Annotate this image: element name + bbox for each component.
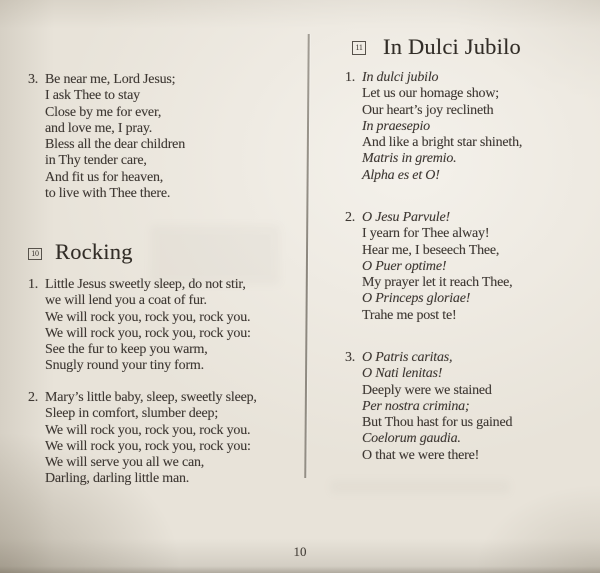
song-number-badge: 11 <box>352 41 366 55</box>
lyric-line: O Puer optime! <box>362 258 447 274</box>
lyric-line: Alpha es et O! <box>362 167 440 183</box>
verse-number: 2. <box>28 390 39 405</box>
lyric-line: to live with Thee there. <box>45 186 171 202</box>
lyric-line: And fit us for heaven, <box>45 169 164 185</box>
lyric-line: Deeply were we stained <box>362 382 492 398</box>
verse-number: 2. <box>345 210 356 225</box>
lyric-line: Snugly round your tiny form. <box>45 358 204 374</box>
lyric-line: O Patris caritas, <box>362 350 453 365</box>
page-number: 10 <box>293 544 307 559</box>
lyric-line: O Jesu Parvule! <box>362 210 450 225</box>
lyric-line: In praesepio <box>362 118 430 134</box>
verse <box>345 70 522 184</box>
lyric-line: I yearn for Thee alway! <box>362 226 490 242</box>
lyric-line: In dulci jubilo <box>362 70 439 85</box>
lyric-line: in Thy tender care, <box>45 153 147 169</box>
lyric-line: And like a bright star shineth, <box>362 135 523 151</box>
lyric-line: Be near me, Lord Jesus; <box>45 72 176 87</box>
song-number-badge: 10 <box>28 248 42 260</box>
lyric-line: Matris in gremio. <box>362 151 457 167</box>
lyric-line: We will rock you, rock you, rock you. <box>45 309 251 325</box>
verse <box>28 277 251 375</box>
lyric-line: Our heart’s joy reclineth <box>362 102 494 118</box>
lyric-line: O that we were there! <box>362 447 480 463</box>
lyric-line: Trahe me post te! <box>362 307 457 323</box>
verse <box>345 350 512 464</box>
verse-number: 1. <box>28 277 39 292</box>
lyric-line: O Nati lenitas! <box>362 366 443 382</box>
lyric-line: My prayer let it reach Thee, <box>362 275 513 291</box>
lyric-line: Bless all the dear children <box>45 137 185 153</box>
lyric-line: We will rock you, rock you, rock you: <box>45 438 251 454</box>
verse-number: 3. <box>345 350 356 365</box>
lyric-line: Darling, darling little man. <box>45 471 190 487</box>
verse-closing <box>28 72 185 202</box>
verse-number: 1. <box>345 70 356 85</box>
lyric-line: We will rock you, rock you, rock you: <box>45 325 251 341</box>
verse <box>345 210 512 324</box>
lyric-line: Close by me for ever, <box>45 104 162 120</box>
lyric-line: Sleep in comfort, slumber deep; <box>45 406 219 422</box>
ink-showthrough <box>330 480 510 494</box>
verse <box>28 390 257 488</box>
lyric-line: and love me, I pray. <box>45 120 153 136</box>
lyric-line: Let us our homage show; <box>362 86 499 102</box>
song-title-rocking: Rocking <box>55 239 133 264</box>
lyric-line: O Princeps gloriae! <box>362 291 471 307</box>
lyric-line: Per nostra crimina; <box>362 398 470 414</box>
lyric-line: we will lend you a coat of fur. <box>45 293 207 309</box>
song-title-in-dulci-jubilo: In Dulci Jubilo <box>383 34 521 59</box>
lyric-line: Little Jesus sweetly sleep, do not stir, <box>45 277 246 292</box>
lyric-line: But Thou hast for us gained <box>362 415 513 431</box>
lyric-line: I ask Thee to stay <box>45 88 140 104</box>
ink-showthrough <box>150 225 280 285</box>
lyric-line: Hear me, I beseech Thee, <box>362 242 500 258</box>
lyric-line: Mary’s little baby, sleep, sweetly sleep, <box>45 390 257 405</box>
lyric-line: See the fur to keep you warm, <box>45 342 208 358</box>
lyric-line: We will serve you all we can, <box>45 455 205 471</box>
lyric-line: We will rock you, rock you, rock you. <box>45 422 251 438</box>
lyric-line: Coelorum gaudia. <box>362 431 461 447</box>
column-divider <box>304 34 309 478</box>
verse-number: 3. <box>28 72 39 87</box>
